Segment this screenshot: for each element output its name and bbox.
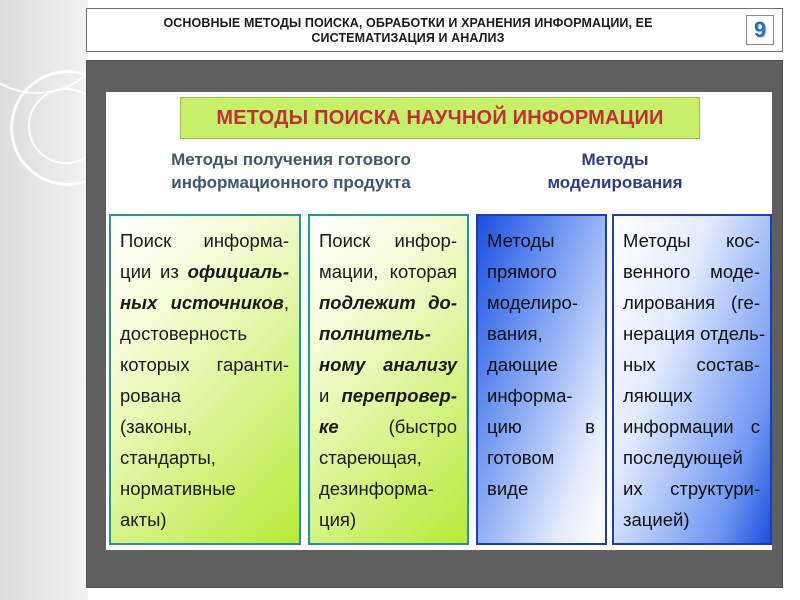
box-text-line [120,256,289,287]
box-text-line [120,349,289,380]
box-text-line [623,380,760,411]
box-text-line [319,504,457,535]
decorative-side-panel [0,0,88,600]
body-text: нерация отдель- [623,323,765,344]
page-number: 9 [746,15,774,45]
emphasis-text: перепровер- [341,385,457,406]
body-text: (законы, [120,416,193,437]
group-heading-modeling [532,148,698,194]
group-heading-line: информационного продукта [171,173,411,192]
box-text-line [487,442,595,473]
method-box-official-sources [109,214,301,545]
box-text-line [487,225,595,256]
emphasis-text: подлежит до- [319,292,457,313]
body-text: рована [120,385,181,406]
box-text-line [623,442,760,473]
box-text-line [623,318,765,349]
box-text-line [319,411,457,442]
box-text-line [623,349,760,380]
body-text: достоверность [120,323,247,344]
box-text-line [120,504,289,535]
body-text: цию в [487,416,595,437]
body-text: и [319,385,342,406]
box-text-line [319,442,457,473]
body-text: ляющих [623,385,693,406]
group-heading-line: Методы [581,150,649,169]
body-text: Поиск информа- [120,230,289,251]
body-text: виде [487,478,529,499]
body-text: ных состав- [623,354,760,375]
box-text-line [120,318,289,349]
body-text: мации, которая [319,261,457,282]
box-text-line [487,256,595,287]
body-text: венного моде- [623,261,760,282]
body-text: лирования (ге- [623,292,760,313]
box-text-line [120,225,289,256]
body-text: зацией) [623,509,690,530]
emphasis-text: ному анализу [319,354,457,375]
body-text: готовом [487,447,555,468]
box-text-line [319,287,457,318]
box-text-line [319,256,457,287]
method-box-direct-modeling [476,214,607,545]
body-text: Методы кос- [623,230,760,251]
body-text: Поиск инфор- [319,230,457,251]
box-text-line [487,473,595,504]
body-text: ции из [120,261,188,282]
body-text: стандарты, [120,447,216,468]
box-text-line [623,256,760,287]
body-text: дезинформа- [319,478,434,499]
box-text-line [319,473,457,504]
box-text-line [623,225,760,256]
body-text: их структури- [623,478,760,499]
body-text: информации с [623,416,760,437]
body-text: ция) [319,509,357,530]
box-text-line [120,473,289,504]
method-box-additional-analysis [308,214,469,545]
box-text-line [487,318,595,349]
box-text-line [319,349,457,380]
box-text-line [487,287,595,318]
box-text-line [487,380,595,411]
emphasis-text: ных источников [120,292,284,313]
box-text-line [120,411,289,442]
body-text: нормативные [120,478,236,499]
box-text-line [487,349,595,380]
box-text-line [120,442,289,473]
emphasis-text: полнитель- [319,323,431,344]
box-text-line [319,225,457,256]
body-text: (быстро [338,416,457,437]
body-text: Методы [487,230,555,251]
group-heading-line: моделирования [547,173,683,192]
body-text: которых гаранти- [120,354,289,375]
emphasis-text: ке [319,416,339,437]
box-text-line [120,287,289,318]
body-text: дающие [487,354,558,375]
body-text: стареющая, [319,447,422,468]
box-text-line [319,318,457,349]
header-title-line2: СИСТЕМАТИЗАЦИЯ И АНАЛИЗ [311,31,505,45]
box-text-line [120,380,289,411]
emphasis-text: официаль- [187,261,289,282]
body-text: акты) [120,509,167,530]
body-text: прямого [487,261,557,282]
body-text: последующей [623,447,743,468]
body-text: , [283,292,289,313]
header-bar [86,8,783,52]
box-text-line [623,473,760,504]
header-title-line1: ОСНОВНЫЕ МЕТОДЫ ПОИСКА, ОБРАБОТКИ И ХРАНЕНИЯ ИНФОРМАЦИИ, ЕЕ [163,16,653,30]
body-text: моделиро- [487,292,578,313]
group-heading-ready-product [136,148,446,194]
box-text-line [487,411,595,442]
header-title [87,16,729,46]
box-text-line [319,380,457,411]
slide-title: МЕТОДЫ ПОИСКА НАУЧНОЙ ИНФОРМАЦИИ [180,97,700,139]
box-text-line [623,287,760,318]
body-text: информа- [487,385,573,406]
group-heading-line: Методы получения готового [171,150,411,169]
box-text-line [623,504,760,535]
box-text-line [623,411,760,442]
method-box-indirect-modeling [612,214,772,545]
body-text: вания, [487,323,543,344]
